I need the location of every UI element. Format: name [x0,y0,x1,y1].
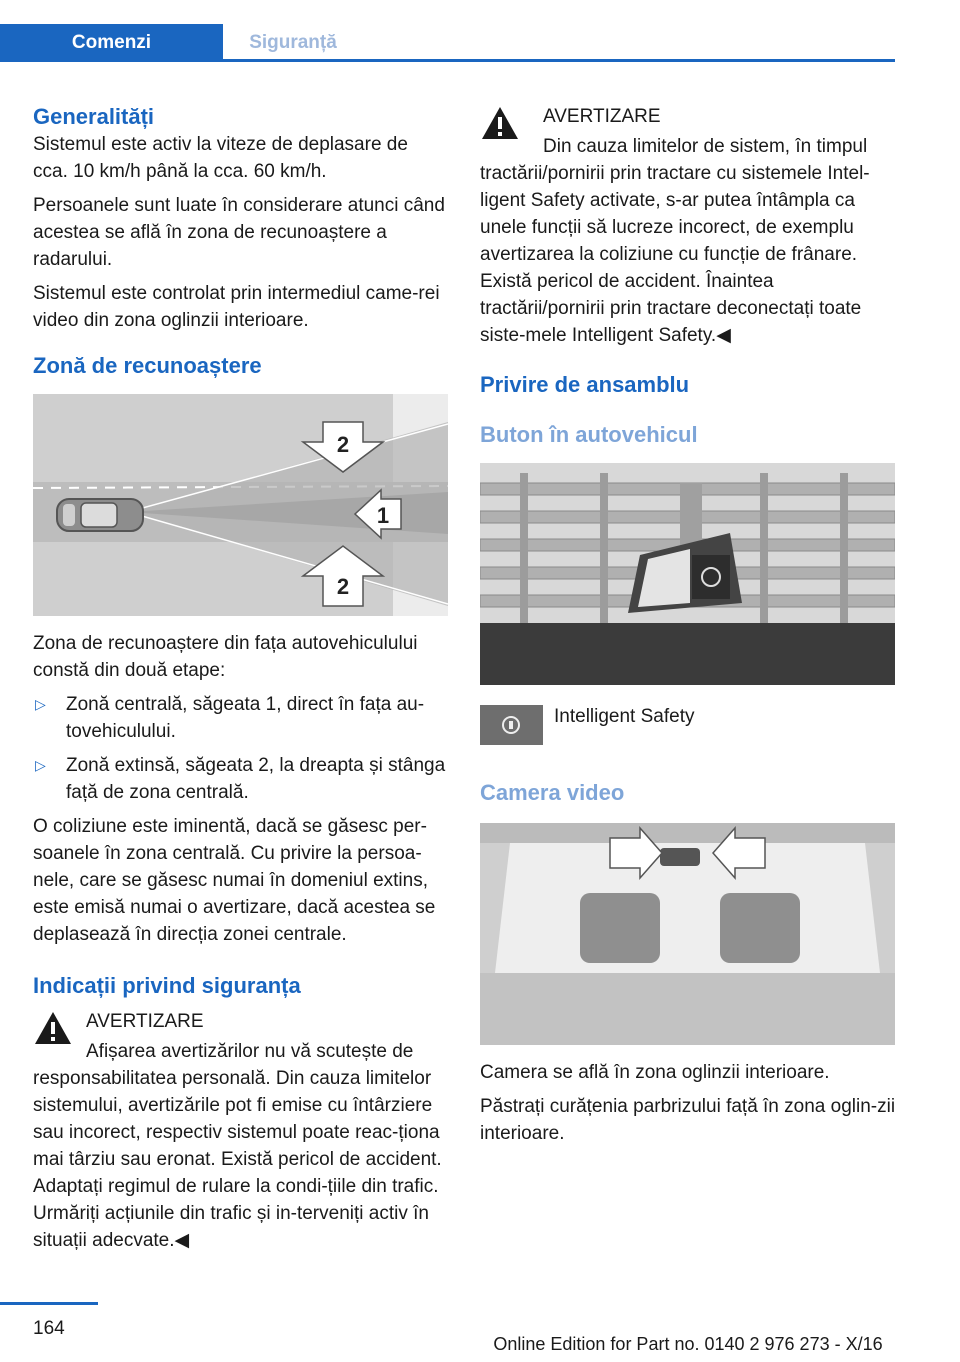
subsection-title-buton: Buton în autovehicul [480,422,698,447]
recognition-zone-figure [33,394,448,616]
warning-text: Din cauza limitelor de sistem, în timpul tractării/pornirii prin tractare cu sistemele Intel‐ligent Safety activate, s-ar putea întâmpla ca unele funcții să lucreze incorect, de exemplu avertizarea la coliziune cu funcție de frânare. Există pericol de accident. Înaintea tractării/pornirii prin tractare deconectați toate siste‐mele Intelligent Safety.◀ [480,136,870,346]
list-item: ▷ Zonă centrală, săgeata 1, direct în fața au‐tovehiculului. [33,691,448,745]
warning-label: AVERTIZARE [86,1011,204,1032]
svg-text:1: 1 [376,503,390,528]
button-photo [480,463,895,685]
tab-siguranta[interactable]: Siguranță [249,32,337,53]
list-item: ▷ Zonă extinsă, săgeata 2, la dreapta și stânga față de zona centrală. [33,752,448,806]
button-legend-label: Intelligent Safety [554,706,695,727]
bullet-list [33,691,448,806]
left-column [33,103,448,1261]
paragraph: Camera se află în zona oglinzii interioare. [480,1062,830,1083]
edition-text: Online Edition for Part no. 0140 2 976 273 - X/16 [493,1334,883,1354]
warning-block [33,1008,448,1254]
warning-triangle-icon [33,1010,73,1046]
bullet-triangle-icon: ▷ [35,757,46,773]
warning-block [480,103,896,349]
paragraph: Păstrați curățenia parbrizului față în zona oglin‐zii interioare. [480,1096,896,1144]
paragraph: Persoanele sunt luate în considerare atunci când acestea se află în zona de recunoaștere a radarului. [33,195,445,270]
section-title-privire: Privire de ansamblu [480,372,690,397]
subsection-title-camera: Camera video [480,780,625,805]
paragraph: Sistemul este activ la viteze de deplasare de cca. 10 km/h până la cca. 60 km/h. [33,134,408,182]
svg-text:2: 2 [336,574,350,599]
header-rule [223,59,895,62]
paragraph: Zona de recunoaștere din fața autovehiculului constă din două etape: [33,633,418,681]
warning-triangle-icon [480,105,520,141]
warning-text: Afișarea avertizărilor nu vă scutește de responsabilitatea personală. Din cauza limitelor sistemului, avertizările pot fi emise cu întârziere sau incorect, respectiv sistemul poate reac‐ționa mai târziu sau eronat. Există pericol de accident. Adaptați regimul de rulare la condi‐țiile din trafic. Urmăriți acțiunile din trafic și in‐terveniți activ în situații adecvate.◀ [33,1041,442,1251]
section-title-generalitati: Generalități [33,104,155,129]
button-legend [480,705,896,749]
paragraph: Sistemul este controlat prin intermediul came‐rei video din zona oglinzii interioare. [33,283,440,331]
footer-rule [0,1302,98,1305]
paragraph: O coliziune este iminentă, dacă se găsesc per‐soanele în zona centrală. Cu privire la persoa‐nele, care se găsesc numai în domeniul extins, este emisă numai o avertizare, dacă acestea se deplasează în direcția zonei centrale. [33,816,436,945]
intelligent-safety-icon [480,705,543,745]
tab-comenzi[interactable]: Comenzi [0,24,223,62]
camera-photo [480,823,895,1045]
right-column [480,103,896,1154]
chapter-tabs [0,0,960,62]
section-title-zona: Zonă de recunoaștere [33,353,262,378]
bullet-triangle-icon: ▷ [35,696,46,712]
warning-label: AVERTIZARE [543,106,661,127]
svg-text:2: 2 [336,432,350,457]
page-number: 164 [33,1318,65,1339]
section-title-indicatii: Indicații privind siguranța [33,973,301,998]
car-icon [57,499,143,531]
